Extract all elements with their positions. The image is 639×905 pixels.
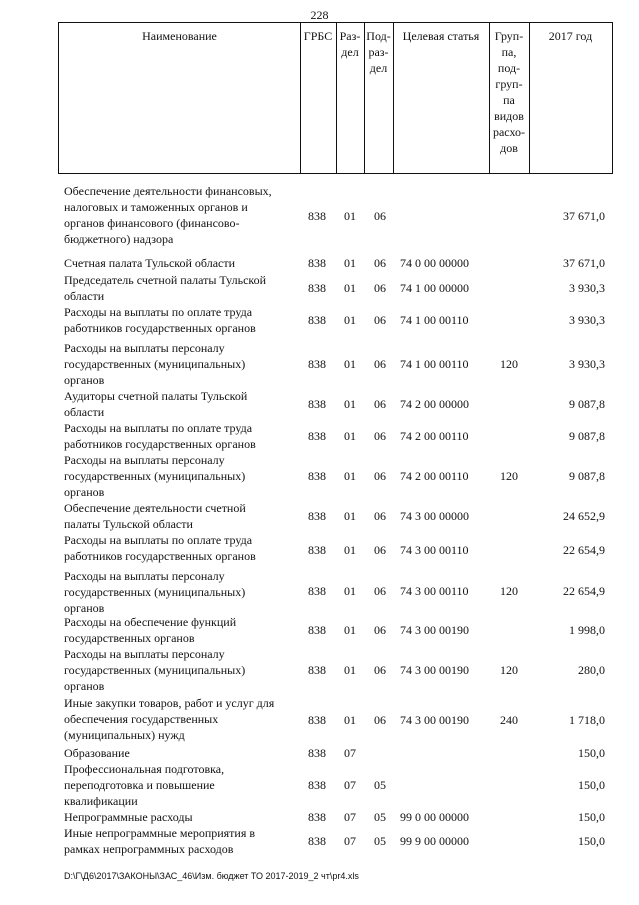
- row-podrazdel: 06: [374, 428, 386, 443]
- row-target: 74 2 00 00110: [400, 428, 469, 443]
- row-target: [400, 745, 488, 761]
- row-grbs: 838: [308, 255, 326, 270]
- row-razdel: 01: [344, 622, 356, 637]
- row-target: 99 0 00 00000: [400, 809, 469, 824]
- row-sum: 150,0: [578, 745, 605, 760]
- row-name: Расходы на выплаты персоналу государственных (муниципальных) органов: [64, 341, 246, 387]
- table-row: [0, 388, 639, 420]
- row-target: 74 3 00 00000: [400, 508, 469, 523]
- row-razdel: 01: [344, 280, 356, 295]
- row-target: 74 0 00 00000: [400, 255, 469, 270]
- row-podrazdel: 06: [374, 622, 386, 637]
- row-razdel: 01: [344, 428, 356, 443]
- row-target: 74 2 00 00110: [400, 468, 469, 483]
- row-grbs: 838: [308, 508, 326, 523]
- row-name: Расходы на обеспечение функций государственных органов: [64, 615, 237, 645]
- row-razdel: 07: [344, 809, 356, 824]
- row-podrazdel: 06: [374, 508, 386, 523]
- row-name: Обеспечение деятельности финансовых, налоговых и таможенных органов и органов финансового (финансово- бюджетного) надзора: [64, 184, 272, 246]
- row-target: 74 3 00 00190: [400, 712, 469, 727]
- row-target: [400, 761, 488, 809]
- row-name: Расходы на выплаты по оплате труда работников государственных органов: [64, 421, 256, 451]
- row-sum: 280,0: [578, 663, 605, 677]
- row-name: Непрограммные расходы: [64, 810, 193, 824]
- table-row: [0, 646, 639, 695]
- row-razdel: 01: [344, 255, 356, 270]
- table-row: [0, 304, 639, 336]
- table-row: [0, 761, 639, 809]
- table-row: [0, 500, 639, 532]
- row-target: 74 2 00 00000: [400, 396, 469, 411]
- row-group: [490, 500, 528, 532]
- table-row: [0, 255, 639, 271]
- row-sum: 150,0: [578, 777, 605, 792]
- row-podrazdel: 05: [374, 809, 386, 824]
- table-row: [0, 614, 639, 646]
- row-podrazdel: 06: [374, 712, 386, 727]
- row-group: [490, 255, 528, 271]
- page-number: 228: [310, 8, 329, 22]
- row-sum: 3 930,3: [569, 356, 605, 371]
- row-sum: 9 087,8: [569, 468, 605, 483]
- row-podrazdel: 06: [374, 663, 386, 677]
- row-target: 74 1 00 00000: [400, 280, 469, 295]
- row-sum: 22 654,9: [563, 542, 605, 557]
- row-group: [490, 532, 528, 568]
- row-target: 74 1 00 00110: [400, 312, 469, 327]
- row-sum: 37 671,0: [563, 255, 605, 270]
- row-name: Расходы на выплаты персоналу государственных (муниципальных) органов: [64, 569, 246, 615]
- row-podrazdel: [366, 745, 394, 761]
- row-grbs: 838: [308, 428, 326, 443]
- row-grbs: 838: [308, 663, 326, 677]
- row-target: [400, 183, 488, 249]
- row-podrazdel: 05: [374, 833, 386, 848]
- row-razdel: 01: [344, 583, 356, 598]
- header-target: Целевая статья: [402, 29, 480, 43]
- row-razdel: 01: [344, 663, 356, 677]
- row-sum: 1 998,0: [569, 622, 605, 637]
- row-podrazdel: 06: [374, 542, 386, 557]
- table-header: [58, 22, 613, 174]
- row-podrazdel: 06: [374, 312, 386, 327]
- row-podrazdel: 06: [374, 280, 386, 295]
- row-group: 120: [500, 356, 518, 371]
- table-row: [0, 825, 639, 857]
- row-grbs: 838: [308, 833, 326, 848]
- row-grbs: 838: [308, 356, 326, 371]
- row-grbs: 838: [308, 622, 326, 637]
- row-name: Образование: [64, 746, 130, 760]
- row-group: [490, 809, 528, 825]
- table-row: [0, 340, 639, 388]
- row-target: 74 3 00 00110: [400, 583, 469, 598]
- table-row: [0, 420, 639, 452]
- row-name: Председатель счетной палаты Тульской области: [64, 273, 267, 303]
- header-group: Груп- па, под- груп- па видов расхо- дов: [492, 29, 526, 155]
- row-podrazdel: 06: [374, 583, 386, 598]
- row-target: 74 3 00 00110: [400, 542, 469, 557]
- row-podrazdel: 06: [374, 208, 386, 223]
- row-name: Иные закупки товаров, работ и услуг для обеспечения государственных (муниципальных) нужд: [64, 696, 275, 742]
- table-row: [0, 809, 639, 825]
- row-name: Аудиторы счетной палаты Тульской области: [64, 389, 248, 419]
- row-sum: 37 671,0: [563, 208, 605, 223]
- table-row: [0, 695, 639, 745]
- row-razdel: 01: [344, 208, 356, 223]
- table-row: [0, 745, 639, 761]
- row-grbs: 838: [308, 468, 326, 483]
- row-group: [490, 745, 528, 761]
- row-sum: 1 718,0: [569, 712, 605, 727]
- row-podrazdel: 05: [374, 777, 386, 792]
- row-group: 240: [500, 712, 518, 727]
- table-row: [0, 568, 639, 614]
- row-name: Расходы на выплаты персоналу государственных (муниципальных) органов: [64, 453, 246, 499]
- row-grbs: 838: [308, 809, 326, 824]
- row-target: 74 3 00 00190: [400, 622, 469, 637]
- row-sum: 150,0: [578, 833, 605, 848]
- row-razdel: 01: [344, 356, 356, 371]
- row-grbs: 838: [308, 208, 326, 223]
- row-razdel: 07: [344, 833, 356, 848]
- header-year: 2017 год: [548, 29, 593, 43]
- row-target: 74 1 00 00110: [400, 356, 469, 371]
- row-grbs: 838: [308, 396, 326, 411]
- row-razdel: 01: [344, 312, 356, 327]
- header-razdel: Раз- дел: [339, 29, 361, 59]
- row-grbs: 838: [308, 777, 326, 792]
- row-grbs: 838: [308, 312, 326, 327]
- row-grbs: 838: [308, 745, 326, 760]
- row-podrazdel: 06: [374, 396, 386, 411]
- row-group: [490, 825, 528, 857]
- row-group: [490, 614, 528, 646]
- row-name: Иные непрограммные мероприятия в рамках непрограммных расходов: [64, 826, 256, 856]
- row-razdel: 01: [344, 508, 356, 523]
- row-razdel: 01: [344, 468, 356, 483]
- row-grbs: 838: [308, 712, 326, 727]
- file-path-footer: D:\Г\Д6\2017\ЗАКОНЫ\ЗАС_46\Изм. бюджет ТО 2017-2019_2 чт\pr4.xls: [64, 871, 359, 881]
- row-sum: 3 930,3: [569, 280, 605, 295]
- row-group: [490, 761, 528, 809]
- row-name: Счетная палата Тульской области: [64, 256, 236, 270]
- row-sum: 150,0: [578, 809, 605, 824]
- row-target: 74 3 00 00190: [400, 663, 469, 677]
- row-group: 120: [500, 583, 518, 598]
- row-name: Расходы на выплаты по оплате труда работников государственных органов: [64, 305, 256, 335]
- row-group: [490, 272, 528, 304]
- row-group: [490, 183, 528, 249]
- row-podrazdel: 06: [374, 356, 386, 371]
- table-row: [0, 452, 639, 500]
- row-grbs: 838: [308, 583, 326, 598]
- row-razdel: 07: [344, 777, 356, 792]
- row-group: [490, 304, 528, 336]
- row-sum: 3 930,3: [569, 312, 605, 327]
- table-row: [0, 183, 639, 249]
- table-row: [0, 272, 639, 304]
- row-podrazdel: 06: [374, 255, 386, 270]
- row-podrazdel: 06: [374, 468, 386, 483]
- row-sum: 24 652,9: [563, 508, 605, 523]
- row-name: Расходы на выплаты по оплате труда работников государственных органов: [64, 533, 256, 563]
- row-grbs: 838: [308, 280, 326, 295]
- header-podrazdel: Под- раз- дел: [366, 29, 391, 75]
- row-razdel: 07: [344, 745, 356, 760]
- row-target: 99 9 00 00000: [400, 833, 469, 848]
- row-razdel: 01: [344, 396, 356, 411]
- row-grbs: 838: [308, 542, 326, 557]
- row-group: 120: [500, 468, 518, 483]
- row-name: Профессиональная подготовка, переподготовка и повышение квалификации: [64, 762, 225, 808]
- row-sum: 9 087,8: [569, 396, 605, 411]
- row-sum: 9 087,8: [569, 428, 605, 443]
- row-group: 120: [500, 663, 518, 677]
- header-name: Наименование: [142, 29, 217, 43]
- table-row: [0, 532, 639, 568]
- row-group: [490, 420, 528, 452]
- row-razdel: 01: [344, 542, 356, 557]
- row-group: [490, 388, 528, 420]
- row-name: Расходы на выплаты персоналу государственных (муниципальных) органов: [64, 647, 246, 693]
- row-razdel: 01: [344, 712, 356, 727]
- row-sum: 22 654,9: [563, 583, 605, 598]
- header-grbs: ГРБС: [303, 29, 333, 43]
- row-name: Обеспечение деятельности счетной палаты Тульской области: [64, 501, 246, 531]
